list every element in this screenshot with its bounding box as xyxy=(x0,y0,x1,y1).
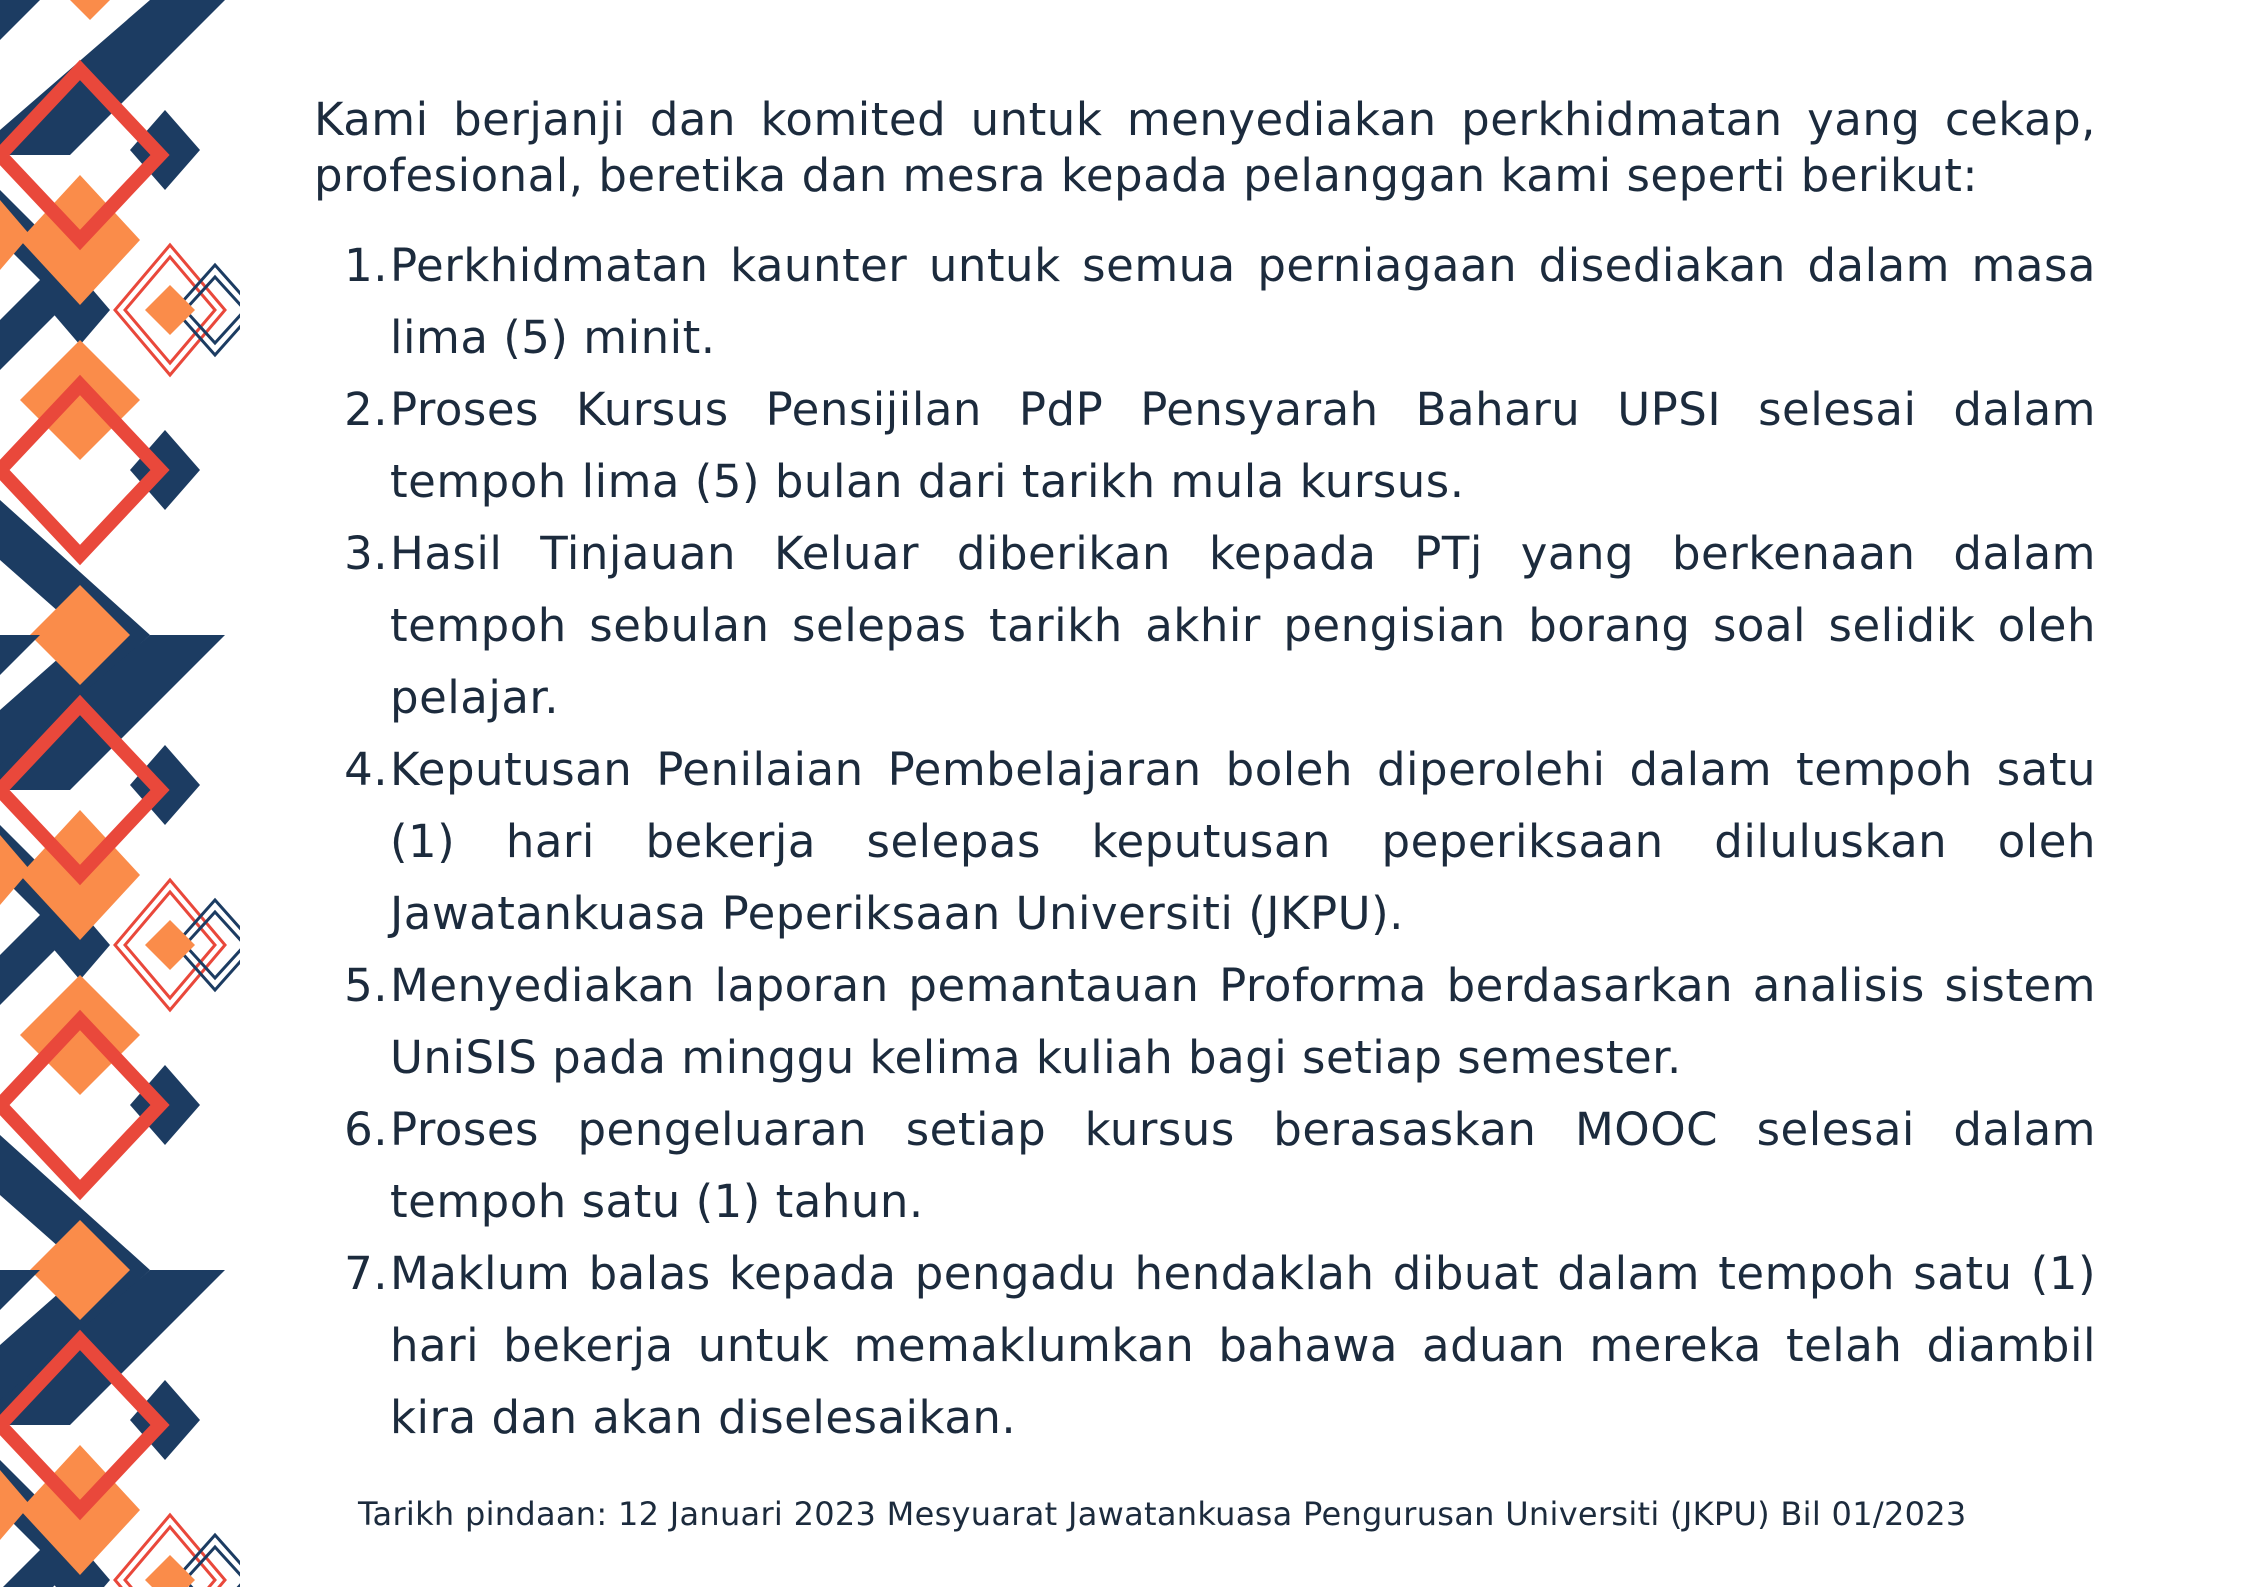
pledge-item xyxy=(314,518,2096,734)
pledge-number: 5. xyxy=(344,959,388,1012)
pledge-number: 4. xyxy=(344,743,388,796)
pledge-text: Maklum balas kepada pengadu hendaklah dibuat dalam tempoh satu (1) hari bekerja untuk memaklumkan bahawa aduan mereka telah diambil kira dan akan diselesaikan. xyxy=(390,1247,2096,1444)
pledge-item xyxy=(314,1238,2096,1454)
pledge-text: Menyediakan laporan pemantauan Proforma berdasarkan analisis sistem UniSIS pada minggu kelima kuliah bagi setiap semester. xyxy=(390,959,2096,1084)
pledge-text: Proses Kursus Pensijilan PdP Pensyarah Baharu UPSI selesai dalam tempoh lima (5) bulan dari tarikh mula kursus. xyxy=(390,383,2096,508)
decorative-border-pattern xyxy=(0,0,240,1587)
pledge-text: Perkhidmatan kaunter untuk semua perniagaan disediakan dalam masa lima (5) minit. xyxy=(390,239,2096,364)
pledge-item xyxy=(314,1094,2096,1238)
pledge-number: 1. xyxy=(344,239,388,292)
pledge-text: Hasil Tinjauan Keluar diberikan kepada PTj yang berkenaan dalam tempoh sebulan selepas tarikh akhir pengisian borang soal selidik oleh pelajar. xyxy=(390,527,2096,724)
pledge-text: Keputusan Penilaian Pembelajaran boleh diperolehi dalam tempoh satu (1) hari bekerja selepas keputusan peperiksaan diluluskan oleh Jawatankuasa Peperiksaan Universiti (JKPU). xyxy=(390,743,2096,940)
pledge-number: 6. xyxy=(344,1103,388,1156)
pledge-item xyxy=(314,230,2096,374)
pledge-number: 2. xyxy=(344,383,388,436)
intro-paragraph: Kami berjanji dan komited untuk menyediakan perkhidmatan yang cekap, profesional, beretika dan mesra kepada pelanggan kami seperti berikut: xyxy=(314,93,2096,202)
amendment-date-note: Tarikh pindaan: 12 Januari 2023 Mesyuarat Jawatankuasa Pengurusan Universiti (JKPU) Bil 01/2023 xyxy=(358,1495,1967,1533)
pledge-text: Proses pengeluaran setiap kursus berasaskan MOOC selesai dalam tempoh satu (1) tahun. xyxy=(390,1103,2096,1228)
pledge-number: 3. xyxy=(344,527,388,580)
charter-content xyxy=(314,92,2096,1454)
pledge-item xyxy=(314,950,2096,1094)
pledge-list xyxy=(314,230,2096,1454)
pledge-item xyxy=(314,374,2096,518)
pledge-number: 7. xyxy=(344,1247,388,1300)
pledge-item xyxy=(314,734,2096,950)
